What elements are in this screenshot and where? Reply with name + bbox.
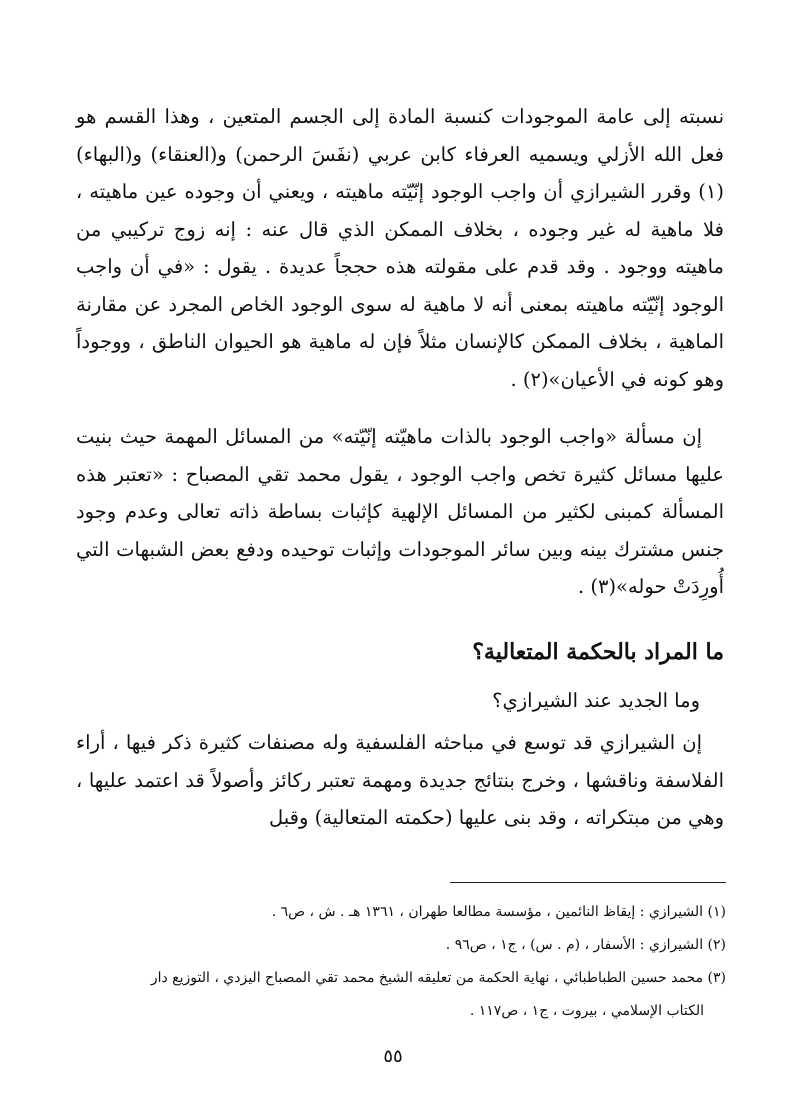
page-number: ٥٥: [383, 1046, 403, 1067]
section-subheading: وما الجديد عند الشيرازي؟: [492, 689, 700, 712]
footnote-3: [66, 962, 726, 1028]
footnote-3-line-2: الكتاب الإسلامي ، بيروت ، ج١ ، ص١١٧ .: [469, 1003, 704, 1019]
paragraph-1: نسبته إلى عامة الموجودات كنسبة المادة إلى الجسم المتعين ، وهذا القسم هو فعل الله الأزلي ويسميه العرفاء كابن عربي (نفَسَ الرحمن) و(العنقاء) و(البهاء)(١) وقرر الشيرازي أن واجب الوجود إنّيّته ماهيته ، ويعني أن وجوده عين ماهيته ، فلا ماهية له غير وجوده ، بخلاف الممكن الذي قال عنه : إنه زوج تركيبي من ماهيته ووجود . وقد قدم على مقولته هذه حججاً عديدة . يقول : «في أن واجب الوجود إنّيّته ماهيته بمعنى أنه لا ماهية له سوى الوجود الخاص المجرد عن مقارنة الماهية ، بخلاف الممكن كالإنسان مثلاً فإن له ماهية هو الحيوان الناطق ، ووجوداً وهو كونه في الأعيان»(٢) .: [76, 105, 724, 391]
footnotes: [66, 896, 726, 1028]
footnote-1: (١) الشيرازي : إيقاظ النائمين ، مؤسسة مطالعا طهران ، ١٣٦١ هـ . ش ، ص٦ .: [271, 904, 726, 920]
paragraph-3: إن الشيرازي قد توسع في مباحثه الفلسفية وله مصنفات كثيرة ذكر فيها ، أراء الفلاسفة وناقشها ، وخرج بنتائج جديدة ومهمة تعتبر ركائز وأصولاً قد اعتمد عليها ، وهي من مبتكراته ، وقد بنى عليها (حكمته المتعالية) وقبل: [76, 731, 724, 829]
footnote-divider: [450, 882, 726, 883]
section-heading: ما المراد بالحكمة المتعالية؟: [472, 639, 724, 665]
footnote-3-line-1: (٣) محمد حسين الطباطبائي ، نهاية الحكمة من تعليقه الشيخ محمد تقي المصباح اليزدي ، التوزيع دار: [150, 970, 726, 986]
footnote-2: (٢) الشيرازي : الأسفار ، (م . س) ، ج١ ، ص٩٦ .: [445, 937, 726, 953]
paragraph-2: إن مسألة «واجب الوجود بالذات ماهيّته إنّيّته» من المسائل المهمة حيث بنيت عليها مسائل كثيرة تخص واجب الوجود ، يقول محمد تقي المصباح : «تعتبر هذه المسألة كمبنى لكثير من المسائل الإلهية كإثبات بساطة ذاته تعالى وعدم وجود جنس مشترك بينه وبين سائر الموجودات وإثبات توحيده ودفع بعض الشبهات التي أُورِدَتْ حوله»(٣) .: [76, 425, 724, 598]
